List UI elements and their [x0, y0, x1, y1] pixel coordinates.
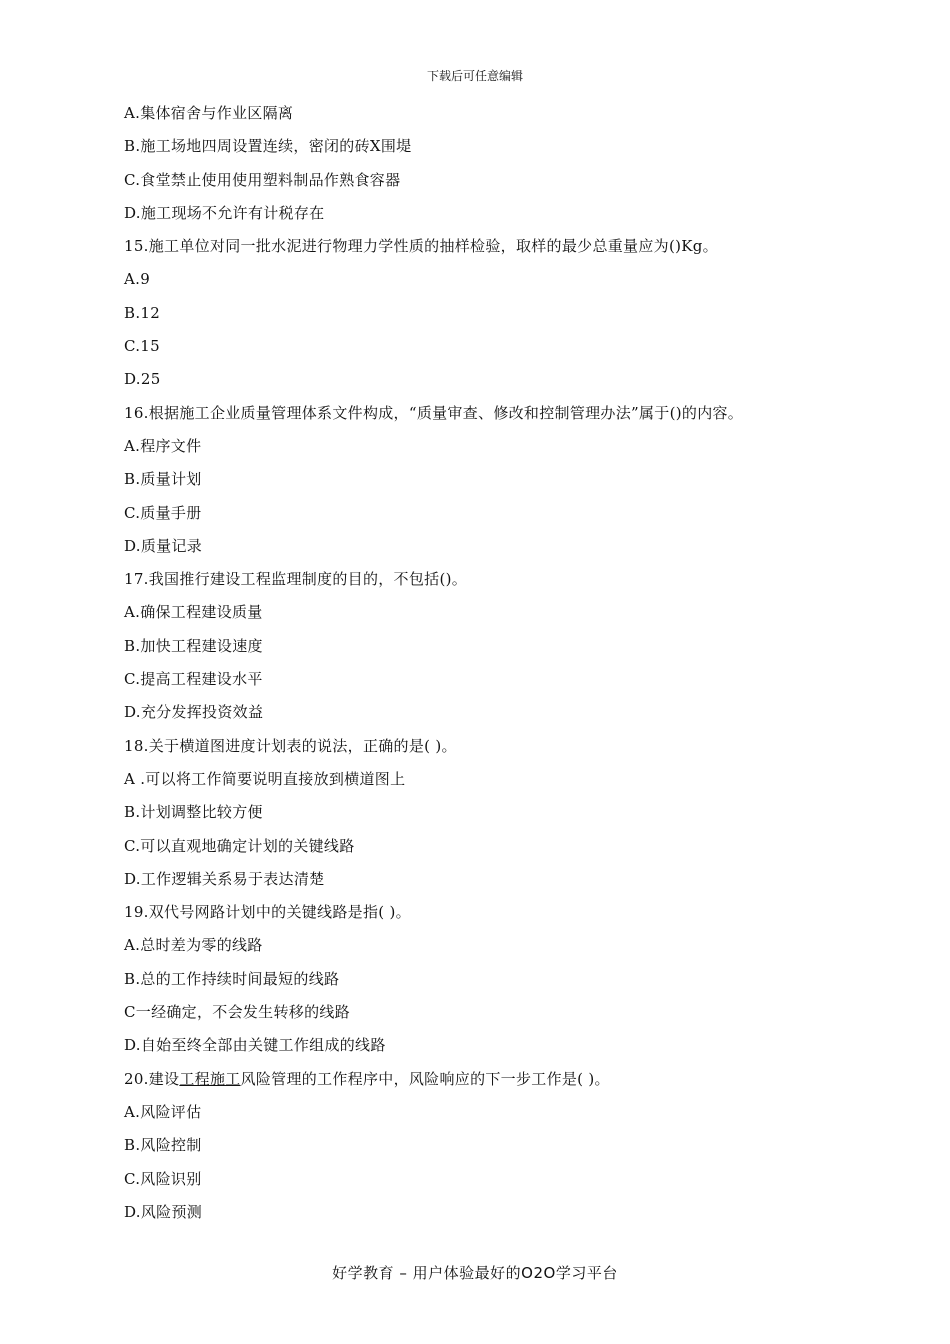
option-line: C.风险识别	[124, 1169, 202, 1188]
option-line: A.9	[124, 270, 151, 289]
option-line: C一经确定，不会发生转移的线路	[124, 1003, 350, 1022]
option-line: B.总的工作持续时间最短的线路	[124, 969, 340, 988]
option-line: A.确保工程建设质量	[124, 603, 263, 622]
option-line: A.程序文件	[124, 436, 202, 455]
option-line: A.总时差为零的线路	[124, 936, 263, 955]
option-line: D.自始至终全部由关键工作组成的线路	[124, 1036, 386, 1055]
question-19: 19.双代号网路计划中的关键线路是指( )。	[124, 903, 411, 922]
question-18: 18.关于横道图进度计划表的说法，正确的是( )。	[124, 736, 457, 755]
option-line: D.充分发挥投资效益	[124, 703, 264, 722]
option-line: C.质量手册	[124, 503, 202, 522]
question-16: 16.根据施工企业质量管理体系文件构成，“质量审查、修改和控制管理办法”属于()的内容。	[124, 403, 744, 422]
option-line: C.食堂禁止使用使用塑料制品作熟食容器	[124, 170, 401, 189]
option-line: B.计划调整比较方便	[124, 803, 263, 822]
option-line: D.25	[124, 370, 161, 389]
page-header: 下载后可任意编辑	[426, 69, 523, 83]
option-line: B.质量计划	[124, 470, 202, 489]
option-line: B.加快工程建设速度	[124, 636, 263, 655]
page-footer: 好学教育 – 用户体验最好的O2O学习平台	[332, 1264, 618, 1282]
option-line: D.风险预测	[124, 1202, 203, 1221]
option-line: A.风险评估	[124, 1102, 202, 1121]
option-line: B.施工场地四周设置连续，密闭的砖X围堤	[124, 137, 412, 156]
question-20-suffix: 风险管理的工作程序中，风险响应的下一步工作是( )。	[240, 1069, 610, 1088]
question-list	[124, 101, 824, 1233]
option-line: D.质量记录	[124, 536, 203, 555]
option-line: A .可以将工作简要说明直接放到横道图上	[124, 769, 406, 788]
option-line: D.工作逻辑关系易于表达清楚	[124, 869, 325, 888]
question-15: 15.施工单位对同一批水泥进行物理力学性质的抽样检验，取样的最少总重量应为()Kg。	[124, 237, 718, 256]
option-line: C.提高工程建设水平	[124, 670, 263, 689]
option-line: B.12	[124, 303, 161, 322]
option-line: B.风险控制	[124, 1136, 202, 1155]
question-20-underlined: 工程施工	[179, 1069, 241, 1088]
option-line: C.15	[124, 337, 160, 356]
option-line: C.可以直观地确定计划的关键线路	[124, 836, 355, 855]
option-line: A.集体宿舍与作业区隔离	[124, 104, 294, 122]
question-17: 17.我国推行建设工程监理制度的目的，不包括()。	[124, 570, 468, 589]
question-20	[124, 1067, 824, 1100]
option-line: D.施工现场不允许有计税存在	[124, 203, 325, 222]
question-20-prefix: 20.建设	[124, 1069, 180, 1088]
